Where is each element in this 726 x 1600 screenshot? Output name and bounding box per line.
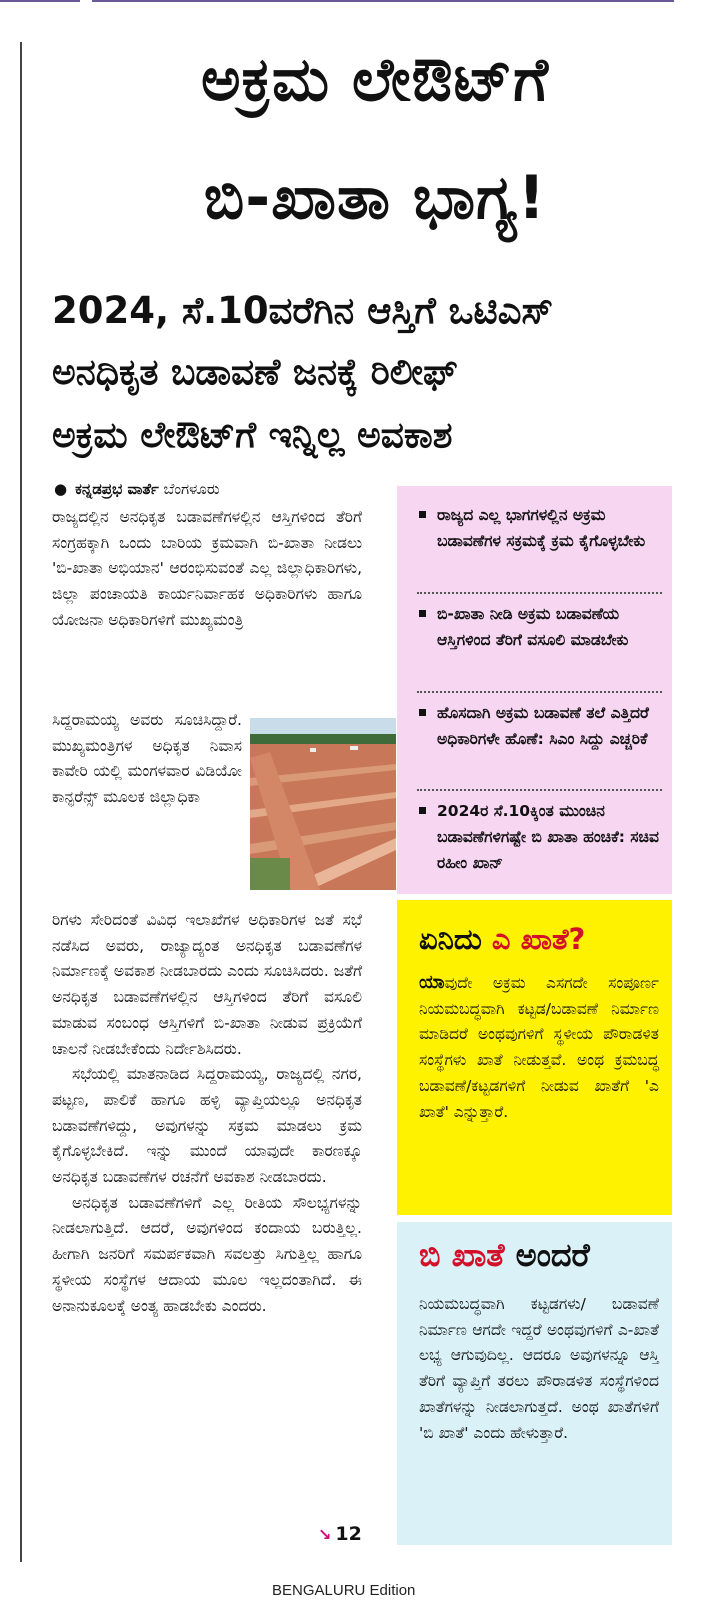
byline [54,480,220,498]
highlight-text: 2024ರ ಸೆ.10ಕ್ಕಿಂತ ಮುಂಚಿನ ಬಡಾವಣೆಗಳಿಗಷ್ಟೇ ಬಿ ಖಾತಾ ಹಂಚಿಕೆ: ಸಚಿವ ರಹೀಂ ಖಾನ್ [437,802,659,872]
b-khata-title-black: ಅಂದರೆ [515,1236,590,1274]
square-bullet-icon [419,610,426,617]
a-khata-box [397,900,672,1215]
a-khata-lead: ಯಾ [419,972,445,993]
highlight-text: ರಾಜ್ಯದ ಎಲ್ಲ ಭಾಗಗಳಲ್ಲಿನ ಅಕ್ರಮ ಬಡಾವಣೆಗಳ ಸಕ್ರಮಕ್ಕೆ ಕ್ರಮ ಕೈಗೊಳ್ಳಬೇಕು [437,506,646,550]
square-bullet-icon [419,807,426,814]
article-body-2 [52,708,242,811]
jump-page-number: 12 [335,1523,362,1545]
article-body-1 [52,505,362,634]
bullet-dot-icon: ● [54,480,68,498]
a-khata-title [419,922,585,957]
highlight-text: ಬಿ-ಖಾತಾ ನೀಡಿ ಅಕ್ರಮ ಬಡಾವಣೆಯ ಆಸ್ತಿಗಳಿಂದ ತೆರಿಗೆ ವಸೂಲಿ ಮಾಡಬೇಕು [437,605,629,649]
highlights-box [397,486,672,894]
a-khata-body: ವುದೇ ಅಕ್ರಮ ಎಸಗದೇ ಸಂಪೂರ್ಣ ನಿಯಮಬದ್ಧವಾಗಿ ಕಟ್ಟಡ/ಬಡಾವಣೆ ನಿರ್ಮಾಣ ಮಾಡಿದರೆ ಅಂಥವುಗಳಿಗೆ ಸ್ಥಳೀಯ ಪೌರಾಡಳಿತ ಸಂಸ್ಥೆಗಳು ಖಾತೆ ನೀಡುತ್ತವೆ. ಅಂಥ ಕ್ರಮಬದ್ಧ ಬಡಾವಣೆ/ಕಟ್ಟಡಗಳಿಗೆ ನೀಡುವ ಖಾತೆಗೆ 'ಎ ಖಾತೆ' ಎನ್ನುತ್ತಾರೆ. [419,974,659,1121]
highlight-text: ಹೊಸದಾಗಿ ಅಕ್ರಮ ಬಡಾವಣೆ ತಲೆ ಎತ್ತಿದರೆ ಅಧಿಕಾರಿಗಳೇ ಹೊಣೆ: ಸಿಎಂ ಸಿದ್ದು ಎಚ್ಚರಿಕೆ [437,704,649,748]
square-bullet-icon [419,709,426,716]
subhead-1: 2024, ಸೆ.10ವರೆಗಿನ ಆಸ್ತಿಗೆ ಒಟಿಎಸ್ [52,289,554,332]
a-khata-title-red: ಎ ಖಾತೆ? [491,922,586,956]
a-khata-text [419,970,659,1125]
byline-source: ಕನ್ನಡಪ್ರಭ ವಾರ್ತೆ [75,480,159,498]
headline-line-1: ಅಕ್ರಮ ಲೇಔಟ್‌ಗೆ [200,45,550,115]
subhead-2: ಅನಧಿಕೃತ ಬಡಾವಣೆ ಜನಕ್ಕೆ ರಿಲೀಫ್ [52,352,458,393]
top-rule-right [92,0,674,2]
square-bullet-icon [419,511,426,518]
article-paragraph-4: ಸಭೆಯಲ್ಲಿ ಮಾತನಾಡಿದ ಸಿದ್ದರಾಮಯ್ಯ, ರಾಜ್ಯದಲ್ಲಿ ನಗರ, ಪಟ್ಟಣ, ಪಾಲಿಕೆ ಹಾಗೂ ಹಳ್ಳಿ ವ್ಯಾಪ್ತಿಯಲ್ಲೂ ಅನಧಿಕೃತ ಬಡಾವಣೆಗಳಿದ್ದು, ಅವುಗಳನ್ನು ಸಕ್ರಮ ಮಾಡಲು ಕ್ರಮ ಕೈಗೊಳ್ಳಬೇಕಿದೆ. ಇನ್ನು ಮುಂದೆ ಯಾವುದೇ ಕಾರಣಕ್ಕೂ ಅನಧಿಕೃತ ಬಡಾವಣೆಗಳ ರಚನೆಗೆ ಅವಕಾಶ ನೀಡಬಾರದು. [52,1065,362,1187]
b-khata-text: ನಿಯಮಬದ್ಧವಾಗಿ ಕಟ್ಟಡಗಳು/ ಬಡಾವಣೆ ನಿರ್ಮಾಣ ಆಗದೇ ಇದ್ದರೆ ಅಂಥವುಗಳಿಗೆ ಎ-ಖಾತೆ ಲಭ್ಯ ಆಗುವುದಿಲ್ಲ. ಆದರೂ ಅವುಗಳನ್ನೂ ಆಸ್ತಿ ತೆರಿಗೆ ವ್ಯಾಪ್ತಿಗೆ ತರಲು ಪೌರಾಡಳಿತ ಸಂಸ್ಥೆಗಳಿಂದ ಖಾತೆಗಳನ್ನು ನೀಡಲಾಗುತ್ತದೆ. ಅಂಥ ಖಾತೆಗಳಿಗೆ 'ಬಿ ಖಾತೆ' ಎಂದು ಹೇಳುತ್ತಾರೆ. [419,1295,659,1442]
b-khata-title [419,1236,590,1275]
column-rule [20,42,22,1562]
dotted-divider [417,691,662,693]
arrow-icon: ↘ [318,1525,332,1544]
b-khata-box [397,1222,672,1545]
byline-place: ಬೆಂಗಳೂರು [163,480,220,498]
article-paragraph-2: ಸಿದ್ದರಾಮಯ್ಯ ಅವರು ಸೂಚಿಸಿದ್ದಾರೆ. ಮುಖ್ಯಮಂತ್ರಿಗಳ ಅಧಿಕೃತ ನಿವಾಸ ಕಾವೇರಿ ಯಲ್ಲಿ ಮಂಗಳವಾರ ವಿಡಿಯೋ ಕಾನ್ಫರೆನ್ಸ್ ಮೂಲಕ ಜಿಲ್ಲಾಧಿಕಾ [52,711,242,807]
continued-on-page [318,1523,362,1545]
article-body-3 [52,908,362,1319]
article-paragraph-3: ರಿಗಳು ಸೇರಿದಂತೆ ವಿವಿಧ ಇಲಾಖೆಗಳ ಅಧಿಕಾರಿಗಳ ಜತೆ ಸಭೆ ನಡೆಸಿದ ಅವರು, ರಾಜ್ಯಾದ್ಯಂತ ಅನಧಿಕೃತ ಬಡಾವಣೆಗಳ ನಿರ್ಮಾಣಕ್ಕೆ ಅವಕಾಶ ನೀಡಬಾರದು ಎಂದು ಸೂಚಿಸಿದರು. ಜತೆಗೆ ಅನಧಿಕೃತ ಬಡಾವಣೆಗಳಲ್ಲಿನ ಆಸ್ತಿಗಳಿಂದ ತೆರಿಗೆ ವಸೂಲಿ ಮಾಡುವ ಸಂಬಂಧ ಆಸ್ತಿಗಳಿಗೆ ಬಿ-ಖಾತಾ ನೀಡುವ ಪ್ರಕ್ರಿಯೆಗೆ ಚಾಲನೆ ನೀಡಬೇಕೆಂದು ನಿರ್ದೇಶಿಸಿದರು. [52,911,362,1058]
article-paragraph-5: ಅನಧಿಕೃತ ಬಡಾವಣೆಗಳಿಗೆ ಎಲ್ಲ ರೀತಿಯ ಸೌಲಭ್ಯಗಳನ್ನು ನೀಡಲಾಗುತ್ತಿದೆ. ಆದರೆ, ಅವುಗಳಿಂದ ಕಂದಾಯ ಬರುತ್ತಿಲ್ಲ. ಹೀಗಾಗಿ ಜನರಿಗೆ ಸಮರ್ಪಕವಾಗಿ ಸವಲತ್ತು ಸಿಗುತ್ತಿಲ್ಲ ಹಾಗೂ ಸ್ಥಳೀಯ ಸಂಸ್ಥೆಗಳ ಆದಾಯ ಮೂಲ ಇಲ್ಲದಂತಾಗಿದೆ. ಈ ಅನಾನುಕೂಲಕ್ಕೆ ಅಂತ್ಯ ಹಾಡಬೇಕು ಎಂದರು. [52,1193,362,1315]
dotted-divider [417,789,662,791]
a-khata-title-black: ಏನಿದು [419,922,482,956]
headline-line-2: ಬಿ-ಖಾತಾ ಭಾಗ್ಯ! [203,163,547,233]
top-rule-left [0,0,80,2]
layout-photo [250,718,396,890]
edition-label: BENGALURU Edition [272,1582,416,1599]
subhead-3: ಅಕ್ರಮ ಲೇಔಟ್‌ಗೆ ಇನ್ನಿಲ್ಲ ಅವಕಾಶ [52,415,453,456]
b-khata-title-red: ಬಿ ಖಾತೆ [419,1236,505,1274]
article-paragraph-1: ರಾಜ್ಯದಲ್ಲಿನ ಅನಧಿಕೃತ ಬಡಾವಣೆಗಳಲ್ಲಿನ ಆಸ್ತಿಗಳಿಂದ ತೆರಿಗೆ ಸಂಗ್ರಹಕ್ಕಾಗಿ ಒಂದು ಬಾರಿಯ ಕ್ರಮವಾಗಿ ಬಿ-ಖಾತಾ ನೀಡಲು 'ಬಿ-ಖಾತಾ ಅಭಿಯಾನ' ಆರಂಭಿಸುವಂತೆ ಎಲ್ಲ ಜಿಲ್ಲಾಧಿಕಾರಿಗಳು, ಜಿಲ್ಲಾ ಪಂಚಾಯತಿ ಕಾರ್ಯನಿರ್ವಾಹಕ ಅಧಿಕಾರಿಗಳು ಹಾಗೂ ಯೋಜನಾ ಅಧಿಕಾರಿಗಳಿಗೆ ಮುಖ್ಯಮಂತ್ರಿ [52,508,362,629]
dotted-divider [417,592,662,594]
